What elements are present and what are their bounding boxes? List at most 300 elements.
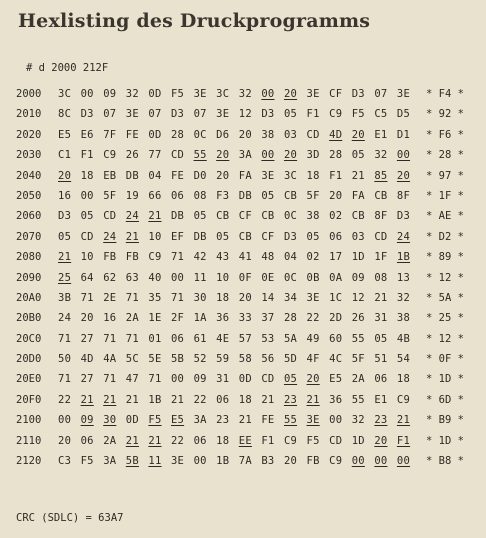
hex-byte: 00 xyxy=(374,455,388,468)
hex-byte: 21 xyxy=(374,291,388,304)
hex-byte: 55 xyxy=(193,149,207,162)
hex-byte: 55 xyxy=(351,393,365,406)
hex-byte: 20 xyxy=(306,373,320,386)
hex-byte: 66 xyxy=(148,189,162,202)
hex-byte: FB xyxy=(103,251,117,264)
hex-byte: 3E xyxy=(306,88,320,100)
hex-byte: 4C xyxy=(329,353,343,366)
hex-byte: 0D xyxy=(148,88,162,100)
hex-byte: 00 xyxy=(261,88,275,100)
hex-byte: 14 xyxy=(261,291,275,304)
hex-byte: 30 xyxy=(103,414,117,427)
hex-byte: 4A xyxy=(103,353,117,366)
hex-byte: CB xyxy=(374,189,388,202)
hex-byte: 09 xyxy=(351,271,365,284)
hex-byte: DB xyxy=(193,230,207,243)
hex-byte: 4E xyxy=(216,332,230,345)
hex-byte: 55 xyxy=(351,332,365,345)
hex-byte: 5F xyxy=(103,189,117,202)
hex-byte: 06 xyxy=(193,434,207,447)
row-address: 2090 xyxy=(16,271,42,284)
hex-byte: 08 xyxy=(374,271,388,284)
hex-byte: D3 xyxy=(170,108,185,121)
hex-byte: 2E xyxy=(103,291,117,304)
hex-byte: 25 xyxy=(58,271,72,284)
hex-byte: 00 xyxy=(80,88,94,100)
hex-byte: 52 xyxy=(193,353,207,366)
hex-byte: 05 xyxy=(80,210,94,223)
hex-byte: 57 xyxy=(238,332,252,345)
row-checksum: * B8 * xyxy=(426,455,464,468)
hex-byte: 71 xyxy=(170,291,185,304)
hex-byte: CB xyxy=(238,230,252,243)
hex-row xyxy=(16,410,486,430)
hex-byte: 3A xyxy=(238,149,252,162)
hex-byte: 00 xyxy=(396,455,411,468)
row-checksum: * 6D * xyxy=(426,393,464,406)
row-address: 2050 xyxy=(16,189,42,202)
hex-byte: 3E xyxy=(193,88,207,100)
hex-byte: CD xyxy=(80,230,94,243)
hex-byte: CF xyxy=(238,210,252,223)
hex-byte: 16 xyxy=(103,312,117,325)
hex-byte: 06 xyxy=(170,332,185,345)
row-bytes xyxy=(58,145,443,165)
hex-byte: 16 xyxy=(58,189,72,202)
hex-byte: CD xyxy=(306,128,320,141)
hex-byte: 21 xyxy=(148,210,162,223)
hex-byte: 34 xyxy=(283,291,298,304)
hex-byte: D6 xyxy=(216,128,230,141)
hex-byte: 21 xyxy=(125,230,139,243)
hex-byte: 3E xyxy=(396,88,411,100)
hex-byte: C9 xyxy=(396,393,411,406)
hex-byte: 40 xyxy=(148,271,162,284)
hex-byte: 24 xyxy=(58,312,72,325)
row-bytes xyxy=(58,369,443,389)
hex-row xyxy=(16,104,486,124)
hex-byte: 47 xyxy=(125,373,139,386)
hex-byte: 18 xyxy=(80,169,94,182)
hex-byte: 71 xyxy=(125,332,139,345)
hex-row xyxy=(16,288,486,308)
row-address: 20E0 xyxy=(16,373,42,386)
row-address: 2010 xyxy=(16,108,42,121)
hex-byte: 5F xyxy=(351,353,365,366)
hex-byte: 3E xyxy=(125,108,139,121)
row-bytes xyxy=(58,206,443,226)
hex-byte: 20 xyxy=(216,169,230,182)
hex-row xyxy=(16,308,486,328)
hex-byte: 05 xyxy=(351,149,365,162)
hex-byte: 24 xyxy=(125,210,139,223)
hex-byte: C3 xyxy=(58,455,72,468)
hex-byte: 21 xyxy=(306,393,320,406)
hex-byte: 41 xyxy=(238,251,252,264)
hex-byte: D3 xyxy=(351,88,365,100)
hex-byte: F5 xyxy=(80,455,94,468)
hex-byte: 4D xyxy=(329,128,343,141)
hex-byte: 4D xyxy=(80,353,94,366)
hex-byte: 06 xyxy=(80,434,94,447)
hex-byte: CD xyxy=(103,210,117,223)
hex-byte: 8C xyxy=(58,108,72,121)
hex-byte: 20 xyxy=(351,128,365,141)
row-address: 2110 xyxy=(16,434,42,447)
hex-byte: 7A xyxy=(238,455,252,468)
hex-byte: 00 xyxy=(261,149,275,162)
hex-byte: 20 xyxy=(329,189,343,202)
hex-byte: 32 xyxy=(351,414,365,427)
hex-byte: 20 xyxy=(58,434,72,447)
hex-byte: 00 xyxy=(329,414,343,427)
hex-byte: 62 xyxy=(103,271,117,284)
row-checksum: * B9 * xyxy=(426,414,464,427)
hex-byte: E6 xyxy=(80,128,94,141)
hex-byte: 21 xyxy=(58,251,72,264)
hex-byte: 2F xyxy=(170,312,185,325)
hex-byte: CD xyxy=(374,230,388,243)
hex-byte: 21 xyxy=(396,414,411,427)
hex-byte: 11 xyxy=(193,271,207,284)
hex-byte: 18 xyxy=(306,169,320,182)
hex-byte: 38 xyxy=(261,128,275,141)
hex-row xyxy=(16,451,486,471)
hex-row xyxy=(16,369,486,389)
hex-byte: 50 xyxy=(58,353,72,366)
hex-byte: 17 xyxy=(329,251,343,264)
hex-byte: EB xyxy=(103,169,117,182)
hex-byte: F1 xyxy=(80,149,94,162)
row-bytes xyxy=(58,125,443,145)
hex-byte: 71 xyxy=(148,373,162,386)
hex-byte: 22 xyxy=(193,393,207,406)
hex-byte: 3A xyxy=(193,414,207,427)
hex-byte: F1 xyxy=(396,434,411,447)
hex-byte: 3B xyxy=(58,291,72,304)
hex-byte: 10 xyxy=(148,230,162,243)
row-bytes xyxy=(58,329,443,349)
hex-byte: 21 xyxy=(125,393,139,406)
row-checksum: * F4 * xyxy=(426,88,464,100)
row-address: 20F0 xyxy=(16,393,42,406)
hex-byte: 32 xyxy=(125,88,139,100)
hex-byte: CB xyxy=(261,210,275,223)
hex-byte: 55 xyxy=(283,414,298,427)
hex-byte: C9 xyxy=(103,149,117,162)
hex-byte: 20 xyxy=(58,169,72,182)
hex-byte: 61 xyxy=(193,332,207,345)
crc-line: CRC (SDLC) = 63A7 xyxy=(16,512,124,524)
row-bytes xyxy=(58,268,443,288)
hex-byte: 3E xyxy=(261,169,275,182)
hex-byte: FB xyxy=(125,251,139,264)
hex-byte: 20 xyxy=(374,434,388,447)
hex-byte: DB xyxy=(238,189,252,202)
hex-byte: 10 xyxy=(216,271,230,284)
hex-byte: 71 xyxy=(80,291,94,304)
hex-byte: 22 xyxy=(58,393,72,406)
hex-byte: 38 xyxy=(306,210,320,223)
hex-byte: 5F xyxy=(306,189,320,202)
hex-byte: 8F xyxy=(374,210,388,223)
hex-byte: 53 xyxy=(261,332,275,345)
hex-byte: 1B xyxy=(216,455,230,468)
hex-byte: 28 xyxy=(170,128,185,141)
row-address: 20A0 xyxy=(16,291,42,304)
row-address: 2080 xyxy=(16,251,42,264)
hex-byte: 09 xyxy=(103,88,117,100)
hex-byte: 07 xyxy=(374,88,388,100)
hex-byte: 20 xyxy=(80,312,94,325)
hex-byte: E1 xyxy=(374,128,388,141)
hex-byte: 26 xyxy=(351,312,365,325)
hex-byte: 07 xyxy=(103,108,117,121)
hex-byte: 00 xyxy=(170,373,185,386)
hex-byte: 35 xyxy=(148,291,162,304)
hex-byte: 85 xyxy=(374,169,388,182)
hex-byte: 71 xyxy=(103,373,117,386)
hex-byte: 51 xyxy=(374,353,388,366)
hex-byte: CF xyxy=(261,230,275,243)
hex-byte: 2D xyxy=(329,312,343,325)
row-checksum: * 89 * xyxy=(426,251,464,264)
hex-byte: 22 xyxy=(170,434,185,447)
hex-byte: EF xyxy=(170,230,185,243)
hex-byte: 09 xyxy=(80,414,94,427)
hex-byte: 19 xyxy=(125,189,139,202)
row-checksum: * 25 * xyxy=(426,312,464,325)
hex-byte: 3E xyxy=(306,291,320,304)
row-address: 2100 xyxy=(16,414,42,427)
hex-byte: CD xyxy=(329,434,343,447)
hex-byte: 1D xyxy=(351,251,365,264)
hex-byte: 07 xyxy=(193,108,207,121)
hex-byte: 28 xyxy=(329,149,343,162)
hex-byte: D1 xyxy=(396,128,411,141)
hex-byte: 12 xyxy=(238,108,252,121)
hex-row xyxy=(16,329,486,349)
hex-row xyxy=(16,145,486,165)
hex-byte: 20 xyxy=(283,88,298,100)
hex-byte: 0D xyxy=(148,128,162,141)
row-bytes xyxy=(58,349,443,369)
hex-row xyxy=(16,186,486,206)
row-bytes xyxy=(58,186,443,206)
hex-byte: 23 xyxy=(216,414,230,427)
hex-byte: 06 xyxy=(374,373,388,386)
hex-row xyxy=(16,84,486,104)
hex-byte: 56 xyxy=(261,353,275,366)
hex-byte: 05 xyxy=(193,210,207,223)
hex-byte: CD xyxy=(261,373,275,386)
hex-byte: 23 xyxy=(374,414,388,427)
hex-byte: FE xyxy=(261,414,275,427)
hex-byte: 31 xyxy=(374,312,388,325)
hex-byte: 07 xyxy=(148,108,162,121)
row-address: 20D0 xyxy=(16,353,42,366)
hex-byte: F5 xyxy=(170,88,185,100)
hex-byte: 0D xyxy=(238,373,252,386)
row-checksum: * 5A * xyxy=(426,291,464,304)
hex-byte: 05 xyxy=(374,332,388,345)
hex-byte: 26 xyxy=(125,149,139,162)
hex-byte: 5C xyxy=(125,353,139,366)
hex-byte: E5 xyxy=(329,373,343,386)
hex-byte: 05 xyxy=(283,108,298,121)
hex-byte: 00 xyxy=(80,189,94,202)
hex-byte: 3D xyxy=(306,149,320,162)
hex-byte: 3C xyxy=(58,88,72,100)
hex-listing xyxy=(16,84,486,471)
hex-byte: D3 xyxy=(396,210,411,223)
hex-byte: E1 xyxy=(374,393,388,406)
hex-byte: 3E xyxy=(306,414,320,427)
hex-byte: 05 xyxy=(261,189,275,202)
hex-byte: 06 xyxy=(170,189,185,202)
hex-byte: 20 xyxy=(238,128,252,141)
hex-byte: 0C xyxy=(283,271,298,284)
hex-byte: 23 xyxy=(283,393,298,406)
hex-byte: 71 xyxy=(103,332,117,345)
row-address: 20B0 xyxy=(16,312,42,325)
hex-byte: D3 xyxy=(261,108,275,121)
hex-byte: 24 xyxy=(103,230,117,243)
hex-byte: 8F xyxy=(396,189,411,202)
hex-byte: 3C xyxy=(283,169,298,182)
hex-byte: 3E xyxy=(216,108,230,121)
hex-byte: 20 xyxy=(283,455,298,468)
hex-byte: 20 xyxy=(283,149,298,162)
hex-byte: D3 xyxy=(58,210,72,223)
row-bytes xyxy=(58,410,443,430)
row-bytes xyxy=(58,431,443,451)
hex-byte: 18 xyxy=(216,434,230,447)
hex-byte: 0E xyxy=(261,271,275,284)
hex-byte: 4B xyxy=(396,332,411,345)
hex-byte: 5A xyxy=(283,332,298,345)
hex-byte: 21 xyxy=(80,393,94,406)
hex-byte: 12 xyxy=(351,291,365,304)
hex-byte: E5 xyxy=(58,128,72,141)
hex-byte: DB xyxy=(125,169,139,182)
hex-byte: 00 xyxy=(351,455,365,468)
hex-byte: 20 xyxy=(216,149,230,162)
hex-byte: 04 xyxy=(148,169,162,182)
hex-byte: 59 xyxy=(216,353,230,366)
hex-byte: F1 xyxy=(306,108,320,121)
hex-byte: 24 xyxy=(396,230,411,243)
hex-byte: 28 xyxy=(283,312,298,325)
hex-byte: 31 xyxy=(216,373,230,386)
hex-row xyxy=(16,390,486,410)
hex-row xyxy=(16,247,486,267)
hex-byte: 05 xyxy=(306,230,320,243)
row-address: 2020 xyxy=(16,128,42,141)
hex-byte: 05 xyxy=(58,230,72,243)
hex-byte: 43 xyxy=(216,251,230,264)
hex-byte: 30 xyxy=(193,291,207,304)
hex-byte: F5 xyxy=(306,434,320,447)
hex-byte: FE xyxy=(125,128,139,141)
hex-byte: 1A xyxy=(193,312,207,325)
row-address: 2120 xyxy=(16,455,42,468)
hex-byte: 36 xyxy=(329,393,343,406)
hex-byte: 06 xyxy=(216,393,230,406)
hex-byte: F3 xyxy=(216,189,230,202)
hex-byte: 2A xyxy=(103,434,117,447)
hex-row xyxy=(16,431,486,451)
row-checksum: * 12 * xyxy=(426,332,464,345)
hex-byte: D0 xyxy=(193,169,207,182)
hex-byte: 71 xyxy=(125,291,139,304)
hex-byte: 0B xyxy=(306,271,320,284)
hex-byte: 1B xyxy=(148,393,162,406)
hex-byte: F5 xyxy=(351,108,365,121)
hex-byte: 04 xyxy=(283,251,298,264)
hex-byte: 00 xyxy=(58,414,72,427)
hex-row xyxy=(16,268,486,288)
row-address: 2000 xyxy=(16,88,42,100)
dump-command: # d 2000 212F xyxy=(26,62,109,74)
hex-byte: 09 xyxy=(193,373,207,386)
hex-byte: 02 xyxy=(329,210,343,223)
hex-byte: 0C xyxy=(283,210,298,223)
hex-byte: CB xyxy=(216,210,230,223)
row-checksum: * 1D * xyxy=(426,373,464,386)
hex-byte: 05 xyxy=(216,230,230,243)
hex-byte: CD xyxy=(170,149,185,162)
hex-byte: 06 xyxy=(329,230,343,243)
hex-byte: FE xyxy=(170,169,185,182)
row-checksum: * 12 * xyxy=(426,271,464,284)
hex-byte: 36 xyxy=(216,312,230,325)
row-address: 2060 xyxy=(16,210,42,223)
hex-byte: 03 xyxy=(351,230,365,243)
hex-byte: 2A xyxy=(125,312,139,325)
hex-byte: 33 xyxy=(238,312,252,325)
hex-byte: 02 xyxy=(306,251,320,264)
hex-byte: E5 xyxy=(170,414,185,427)
hex-byte: 77 xyxy=(148,149,162,162)
hex-byte: 1D xyxy=(351,434,365,447)
hex-byte: 1B xyxy=(396,251,411,264)
hex-byte: 4F xyxy=(306,353,320,366)
row-checksum: * AE * xyxy=(426,210,464,223)
row-address: 2030 xyxy=(16,149,42,162)
hex-byte: 49 xyxy=(306,332,320,345)
hex-row xyxy=(16,125,486,145)
hex-byte: 48 xyxy=(261,251,275,264)
hex-row xyxy=(16,166,486,186)
row-checksum: * 0F * xyxy=(426,353,464,366)
hex-byte: EE xyxy=(238,434,252,447)
hex-byte: C9 xyxy=(283,434,298,447)
hex-byte: 37 xyxy=(261,312,275,325)
hex-byte: CB xyxy=(283,189,298,202)
hex-byte: CB xyxy=(351,210,365,223)
hex-byte: C1 xyxy=(58,149,72,162)
hex-byte: 71 xyxy=(58,373,72,386)
row-bytes xyxy=(58,288,443,308)
hex-byte: 3E xyxy=(170,455,185,468)
row-address: 2070 xyxy=(16,230,42,243)
hex-byte: 27 xyxy=(80,332,94,345)
hex-byte: 42 xyxy=(193,251,207,264)
row-address: 20C0 xyxy=(16,332,42,345)
row-checksum: * 97 * xyxy=(426,169,464,182)
page-title: Hexlisting des Druckprogramms xyxy=(18,10,371,32)
